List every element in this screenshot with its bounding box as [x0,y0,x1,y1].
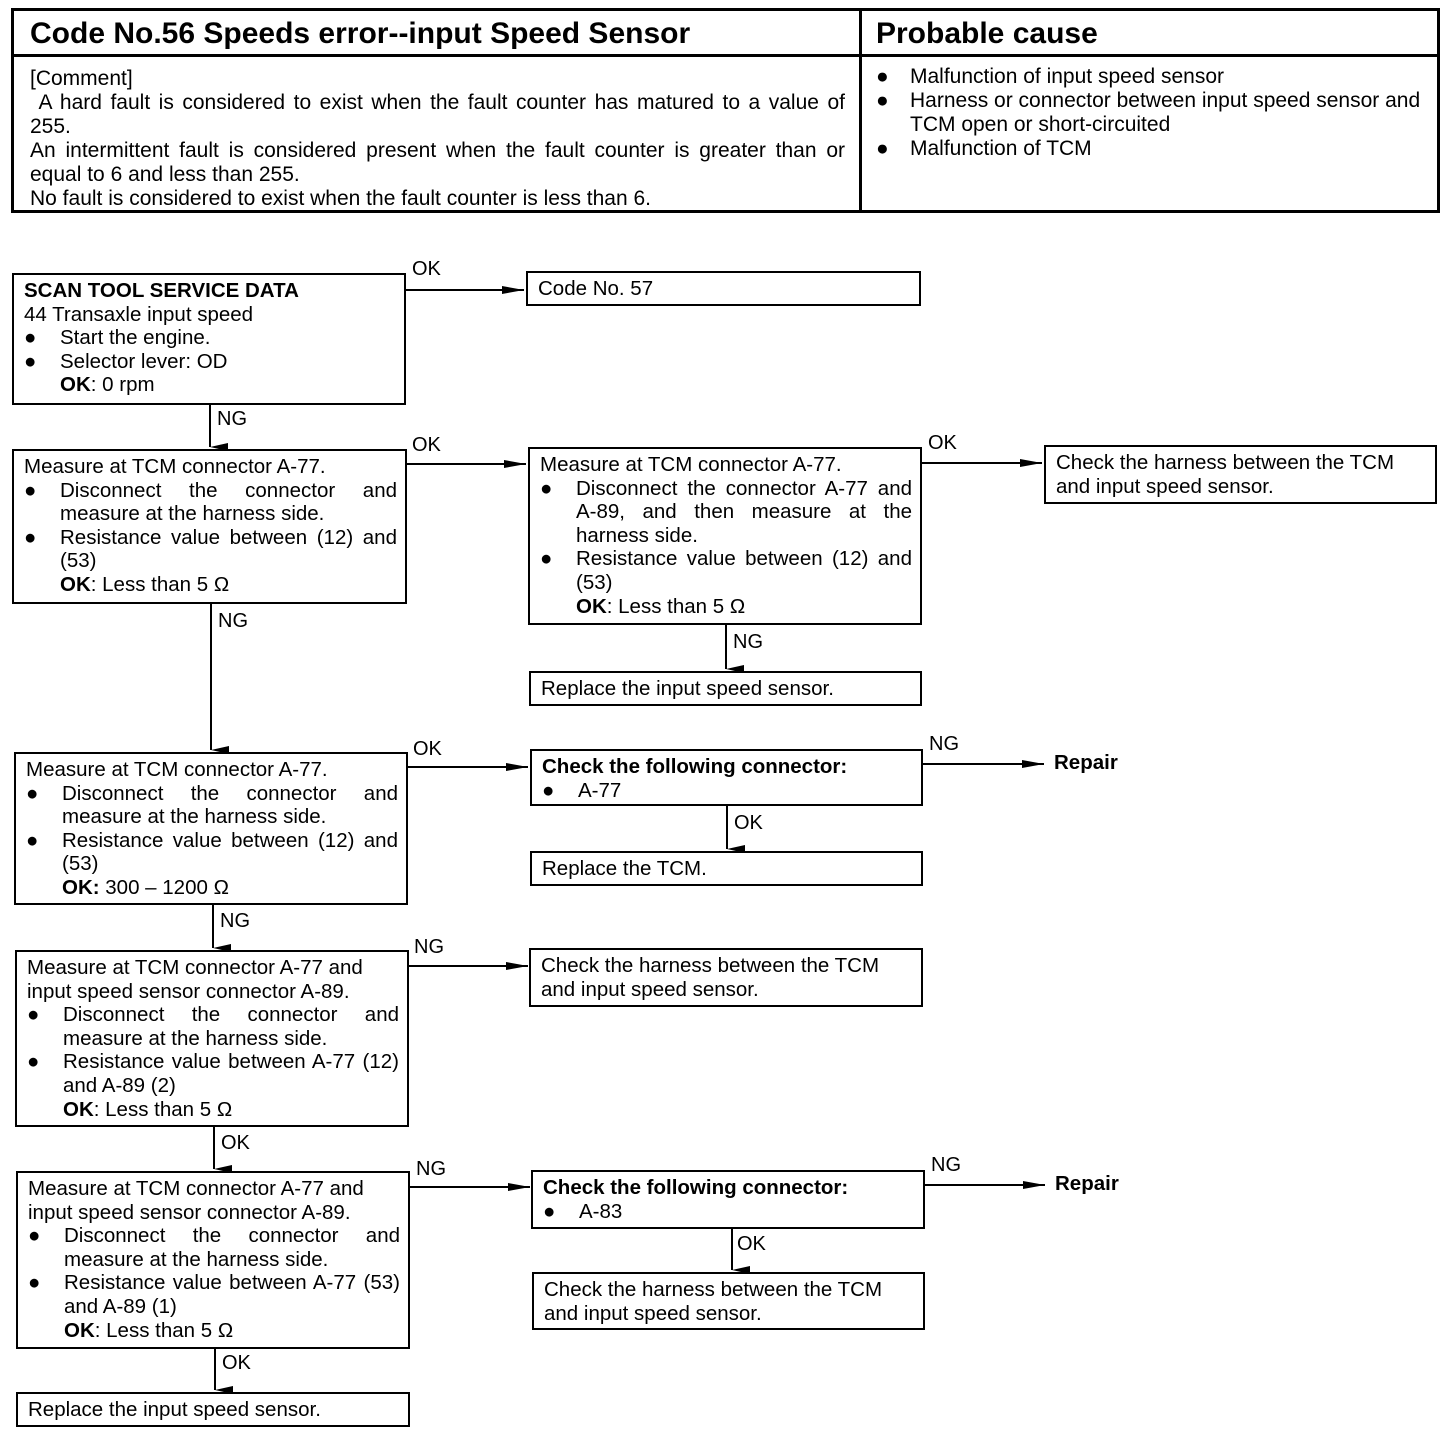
result-check-harness-2: Check the harness between the TCM and input speed sensor. [529,948,923,1007]
comment-line: An intermittent fault is considered present when the fault counter is greater than or equal to 6 and less than 255. [30,139,845,186]
bullet-icon: ● [28,1224,41,1248]
step-measure-a77-2: Measure at TCM connector A-77. ● Disconnect the connector and measure at the harness side. ● Resistance value between (12) and (53) OK: 300 – 1200 Ω [14,752,408,905]
comment-line: [Comment] [30,67,133,90]
label-ng: NG [218,610,248,632]
label-ng: NG [929,733,959,755]
bullet-icon: ● [28,1271,41,1295]
step-measure-a77-a89-disconnect: Measure at TCM connector A-77. ● Disconnect the connector A-77 and A-89, and then measure at the harness side. ● Resistance value between (12) and (53) OK: Less than 5 Ω [528,447,922,625]
label-ng: NG [416,1158,446,1180]
step-measure-a77-a89-53-1: Measure at TCM connector A-77 and input speed sensor connector A-89. ● Disconnect the connector and measure at the harness side. ● Resistance value between A-77 (53) and A-89 (1) OK: Less than 5 Ω [16,1171,410,1349]
step-measure-a77-a89-12-2: Measure at TCM connector A-77 and input speed sensor connector A-89. ● Disconnect the connector and measure at the harness side. ● Resistance value between A-77 (12) and A-89 (2) OK: Less than 5 Ω [15,950,409,1127]
bullet-icon: ● [24,478,37,502]
label-ok: OK [928,432,957,454]
bullet-icon: ● [540,476,553,500]
bullet-icon: ● [27,1003,40,1027]
step-measure-a77-1: Measure at TCM connector A-77. ● Disconnect the connector and measure at the harness side. ● Resistance value between (12) and (53) OK: Less than 5 Ω [12,449,407,604]
comment-line: A hard fault is considered to exist when the fault counter has matured to a value of 255. [30,91,851,138]
result-repair-2: Repair [1055,1172,1119,1195]
label-ng: NG [414,936,444,958]
label-ok: OK [412,434,441,456]
result-repair-1: Repair [1054,751,1118,774]
label-ng: NG [733,631,763,653]
bullet-icon: ● [876,65,889,88]
step-check-connector-a83: Check the following connector: ● A-83 [531,1170,925,1229]
bullet-icon: ● [876,89,889,112]
label-ok: OK [412,258,441,280]
bullet-icon: ● [26,781,39,805]
bullet-icon: ● [24,525,37,549]
header-title: Code No.56 Speeds error--input Speed Sensor [14,11,859,57]
cause-item: ● Malfunction of input speed sensor [876,65,1225,88]
bullet-icon: ● [543,1199,556,1223]
label-ok: OK [221,1132,250,1154]
label-ok: OK [734,812,763,834]
result-check-harness-3: Check the harness between the TCM and input speed sensor. [532,1272,925,1330]
bullet-icon: ● [876,137,889,160]
step-scan-tool: SCAN TOOL SERVICE DATA 44 Transaxle input speed ● Start the engine. ● Selector lever: OD OK: 0 rpm [12,273,406,405]
label-ok: OK [222,1352,251,1374]
label-ng: NG [931,1154,961,1176]
bullet-icon: ● [540,547,553,571]
bullet-icon: ● [24,349,37,373]
result-replace-sensor-1: Replace the input speed sensor. [529,671,922,706]
label-ng: NG [217,408,247,430]
bullet-icon: ● [26,828,39,852]
label-ok: OK [413,738,442,760]
bullet-icon: ● [27,1050,40,1074]
result-code-57: Code No. 57 [526,271,921,306]
result-replace-sensor-2: Replace the input speed sensor. [16,1392,410,1427]
label-ok: OK [737,1233,766,1255]
bullet-icon: ● [24,326,37,350]
cause-item: ● Harness or connector between input speed sensor and TCM open or short-circuited [876,89,1421,136]
step-check-connector-a77: Check the following connector: ● A-77 [530,749,923,806]
comment-line: No fault is considered to exist when the fault counter is less than 6. [30,187,652,210]
bullet-icon: ● [542,778,555,802]
label-ng: NG [220,910,250,932]
cause-title: Probable cause [862,11,1437,57]
cause-item: ● Malfunction of TCM [876,137,1092,160]
result-check-harness-1: Check the harness between the TCM and input speed sensor. [1044,445,1437,504]
result-replace-tcm: Replace the TCM. [530,851,923,886]
